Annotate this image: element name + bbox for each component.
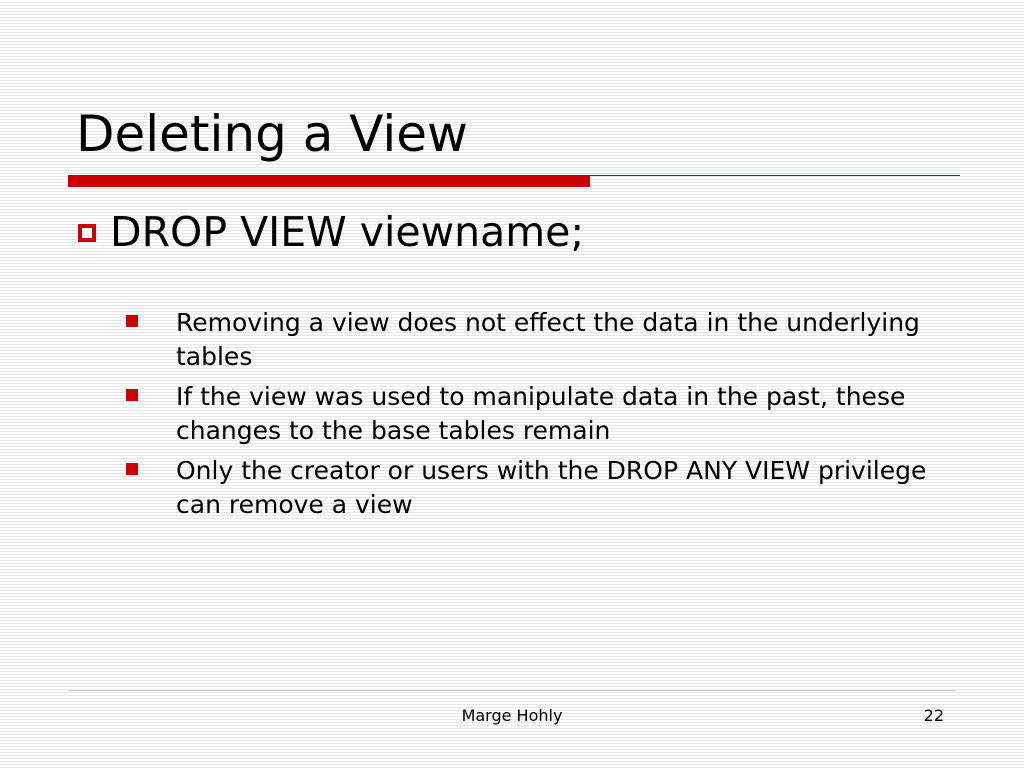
footer-divider (68, 690, 956, 691)
title-underline-thick (68, 175, 590, 187)
main-bullet-item (78, 204, 584, 260)
sub-bullet-text: Only the creator or users with the DROP ANY VIEW privilege can remove a view (176, 456, 927, 519)
solid-square-bullet-icon (126, 315, 138, 327)
sub-bullet-item (126, 380, 956, 448)
sub-bullet-text: If the view was used to manipulate data in the past, these changes to the base tables remain (176, 382, 906, 445)
title-underline-thin (590, 175, 960, 176)
footer-author: Marge Hohly (461, 706, 563, 725)
page-number: 22 (923, 706, 944, 725)
solid-square-bullet-icon (126, 463, 138, 475)
solid-square-bullet-icon (126, 389, 138, 401)
hollow-square-bullet-icon (78, 224, 96, 242)
main-bullet-text: DROP VIEW viewname; (110, 208, 585, 256)
sub-bullet-text: Removing a view does not effect the data in the underlying tables (176, 308, 920, 371)
sub-bullet-item (126, 454, 956, 522)
slide-title: Deleting a View (76, 105, 468, 163)
sub-bullet-list (126, 306, 956, 528)
sub-bullet-item (126, 306, 956, 374)
